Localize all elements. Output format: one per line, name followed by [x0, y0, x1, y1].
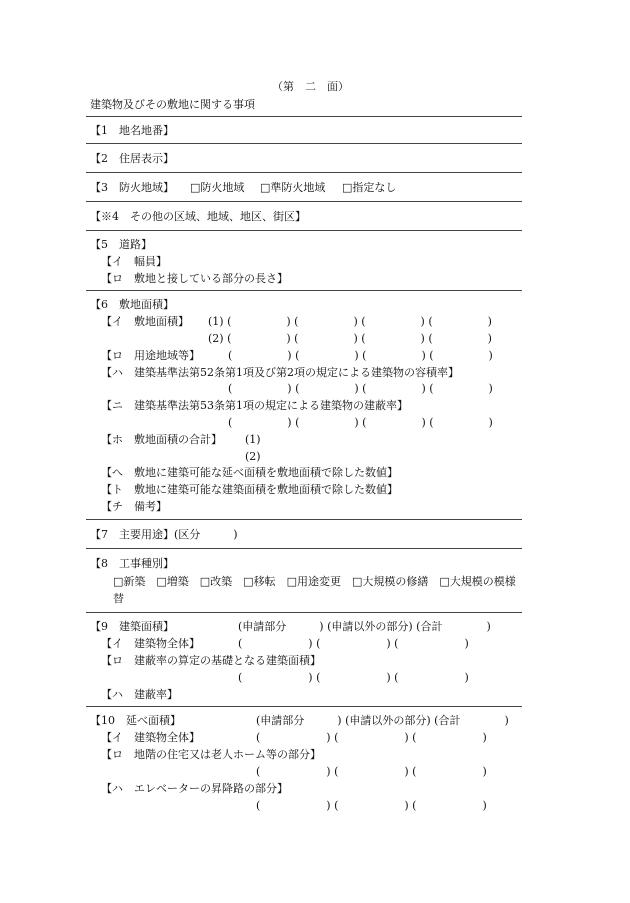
- road-width: 【イ 幅員】: [101, 255, 167, 268]
- allowed-floor-area-ratio: 【へ 敷地に建築可能な延べ面積を敷地面積で除した数値】: [101, 466, 398, 479]
- site-area-total: 【ホ 敷地面積の合計】: [101, 433, 222, 446]
- divider: [86, 290, 522, 291]
- building-coverage-row: ( ) ( ) ( ) ( ): [228, 416, 493, 429]
- divider: [86, 548, 522, 549]
- section-8-work-type: 【8 工事種別】: [90, 557, 174, 570]
- divider: [86, 706, 522, 707]
- fire-zone-option[interactable]: □防火地域: [190, 181, 245, 194]
- building-area-columns: (申請部分 ) (申請以外の部分) (合計 ): [238, 620, 491, 633]
- allowed-building-area-ratio: 【ト 敷地に建築可能な建築面積を敷地面積で除した数値】: [101, 483, 398, 496]
- document-title: 建築物及びその敷地に関する事項: [90, 98, 255, 111]
- section-9-building-area: 【9 建築面積】: [90, 620, 174, 633]
- building-coverage-ratio: 【ハ 建蔽率】: [101, 688, 178, 701]
- use-district-item: 【ロ 用途地域等】: [101, 349, 200, 362]
- divider: [86, 612, 522, 613]
- divider: [86, 201, 522, 202]
- building-area-whole-row: ( ) ( ) ( ): [238, 637, 469, 650]
- divider: [86, 519, 522, 520]
- coverage-basis-area: 【ロ 建蔽率の算定の基礎となる建築面積】: [101, 654, 321, 667]
- total-floor-area-whole: 【イ 建築物全体】: [101, 731, 200, 744]
- site-area-total-1: (1): [245, 433, 261, 446]
- divider: [86, 143, 522, 144]
- section-3-fire-zone: 【3 防火地域】: [90, 181, 174, 194]
- page-heading: （第 二 面）: [272, 80, 349, 93]
- basement-residential-area-row: ( ) ( ) ( ): [256, 765, 487, 778]
- site-area-row-2: (2) ( ) ( ) ( ) ( ): [208, 332, 492, 345]
- road-frontage-length: 【ロ 敷地と接している部分の長さ】: [101, 272, 288, 285]
- site-area-row-1: (1) ( ) ( ) ( ) ( ): [208, 315, 492, 328]
- work-type-options-wrap: 替: [113, 592, 124, 605]
- divider: [86, 116, 522, 117]
- divider: [86, 172, 522, 173]
- floor-area-ratio-row: ( ) ( ) ( ) ( ): [228, 382, 493, 395]
- divider: [86, 230, 522, 231]
- section-6-site-area: 【6 敷地面積】: [90, 298, 174, 311]
- no-designation-option[interactable]: □指定なし: [342, 181, 397, 194]
- quasi-fire-zone-option[interactable]: □準防火地域: [260, 181, 326, 194]
- site-remarks: 【チ 備考】: [101, 500, 167, 513]
- work-type-options[interactable]: □新築 □増築 □改築 □移転 □用途変更 □大規模の修繕 □大規模の模様: [113, 575, 516, 588]
- site-area-total-2: (2): [245, 450, 261, 463]
- section-4-other-zones: 【※4 その他の区域、地域、地区、街区】: [90, 210, 306, 223]
- floor-area-ratio-item: 【ハ 建築基準法第52条第1項及び第2項の規定による建築物の容積率】: [101, 366, 459, 379]
- use-district-row: ( ) ( ) ( ) ( ): [228, 349, 493, 362]
- total-floor-area-columns: (申請部分 ) (申請以外の部分) (合計 ): [256, 714, 509, 727]
- total-floor-area-whole-row: ( ) ( ) ( ): [256, 731, 487, 744]
- building-coverage-item: 【ニ 建築基準法第53条第1項の規定による建築物の建蔽率】: [101, 399, 408, 412]
- section-2-address: 【2 住居表示】: [90, 152, 174, 165]
- building-area-whole: 【イ 建築物全体】: [101, 637, 200, 650]
- elevator-shaft-area-row: ( ) ( ) ( ): [256, 799, 487, 812]
- basement-residential-area: 【ロ 地階の住宅又は老人ホーム等の部分】: [101, 748, 321, 761]
- section-7-main-use: 【7 主要用途】(区分 ): [90, 528, 238, 541]
- section-10-total-floor-area: 【10 延べ面積】: [90, 714, 181, 727]
- elevator-shaft-area: 【ハ エレベーターの昇降路の部分】: [101, 782, 288, 795]
- site-area-item: 【イ 敷地面積】: [101, 315, 189, 328]
- section-5-road: 【5 道路】: [90, 238, 152, 251]
- section-1-land-lot: 【1 地名地番】: [90, 124, 174, 137]
- coverage-basis-area-row: ( ) ( ) ( ): [238, 671, 469, 684]
